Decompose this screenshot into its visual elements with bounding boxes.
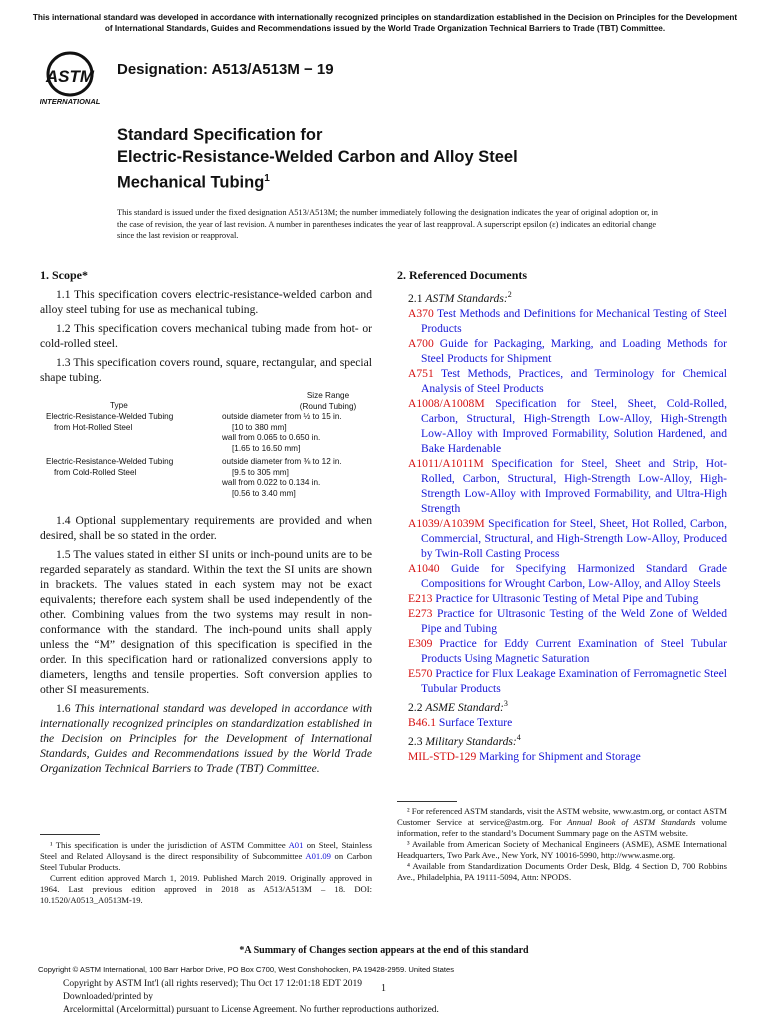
reference-code-link[interactable]: A1011/A1011M (408, 456, 484, 470)
scope-1-6 (40, 701, 372, 776)
scope-heading: 1. Scope* (40, 268, 88, 282)
scope-1-1: 1.1 This specification covers electric-resistance-welded carbon and alloy steel tubing for use as mechanical tubing. (40, 288, 372, 316)
table-head-type: Type (110, 401, 128, 410)
reference-title-link[interactable]: Practice for Flux Leakage Examination of Ferromagnetic Steel Tubular Products (421, 666, 727, 695)
reference-title-link[interactable]: Specification for Steel, Sheet, Hot Rolled, Carbon, Commercial, Structural, and High-Strength Low-Alloy, Produced by Twin-Roll Casting Process (421, 516, 727, 560)
table-row2-od-mm: [9.5 to 305 mm] (232, 467, 289, 477)
table-row2-od: outside diameter from ⅜ to 12 in. (222, 457, 342, 466)
reference-title-link[interactable]: Practice for Ultrasonic Testing of Metal Pipe and Tubing (432, 591, 699, 605)
astm-logo-icon (40, 50, 110, 108)
license-line-3: Arcelormittal (Arcelormittal) pursuant to License Agreement. No further reproductions authorized. (63, 1005, 439, 1015)
reference-code-link[interactable]: B46.1 (408, 715, 437, 729)
reference-title-link[interactable]: Marking for Shipment and Storage (476, 749, 641, 763)
title-line-1: Standard Specification for (117, 126, 323, 144)
table-row1-od-mm: [10 to 380 mm] (232, 422, 287, 432)
document-title (117, 125, 518, 194)
scope-1-2: 1.2 This specification covers mechanical tubing made from hot- or cold-rolled steel. (40, 322, 372, 350)
scope-1-3: 1.3 This specification covers round, square, rectangular, and special shape tubing. (40, 356, 372, 384)
reference-code-link[interactable]: A700 (408, 336, 434, 350)
footnote-1-edition: Current edition approved March 1, 2019. Published March 2019. Originally approved in 1964. Last previous edition approved in 2018 as A513/A513M – 18. DOI: 10.1520/A0513_A0513M-19. (40, 873, 372, 905)
reference-title-link[interactable]: Test Methods and Definitions for Mechanical Testing of Steel Products (421, 306, 727, 335)
reference-item (397, 396, 727, 456)
left-column (40, 268, 372, 776)
reference-code-link[interactable]: A751 (408, 366, 434, 380)
reference-item (397, 306, 727, 336)
table-row2-type: Electric-Resistance-Welded Tubing (46, 457, 174, 466)
reference-title-link[interactable]: Test Methods, Practices, and Terminology for Chemical Analysis of Steel Products (421, 366, 727, 395)
reference-item (397, 336, 727, 366)
reference-code-link[interactable]: E570 (408, 666, 433, 680)
reference-code-link[interactable]: A370 (408, 306, 434, 320)
logo-mark: ASTM (45, 67, 95, 86)
scope-1-6-text: This international standard was developed in accordance with internationally recognized principles on standardization established in the Decision on Principles for the Development of International Standards, Guides and Recommendations issued by the World Trade Organization Technical Barriers to Trade (TBT) Committee. (40, 702, 372, 775)
right-column (397, 268, 727, 764)
reference-code-link[interactable]: A1039/A1039M (408, 516, 485, 530)
designation: Designation: A513/A513M − 19 (117, 61, 334, 78)
reference-code-link[interactable]: E309 (408, 636, 433, 650)
military-standards-label: 2.3 Military Standards:$^4$ (408, 732, 521, 748)
reference-item (397, 636, 727, 666)
title-line-3: Mechanical Tubing (117, 173, 265, 192)
table-row1-wall-mm: [1.65 to 16.50 mm] (232, 443, 301, 453)
table-head-range: Size Range (306, 391, 350, 400)
reference-item (397, 366, 727, 396)
asme-standard-label: 2.2 ASME Standard:$^3$ (408, 698, 508, 714)
reference-item (397, 561, 727, 591)
subcommittee-a01-09-link[interactable]: A01.09 (305, 851, 331, 861)
scope-1-4: 1.4 Optional supplementary requirements are provided and when desired, shall be so stated in the order. (40, 514, 372, 542)
reference-code-link[interactable]: MIL-STD-129 (408, 749, 477, 763)
license-line-1: Copyright by ASTM Int'l (all rights reserved); Thu Oct 17 12:01:18 EDT 2019 (63, 979, 362, 989)
reference-title-link[interactable]: Guide for Specifying Harmonized Standard Grade Compositions for Wrought Carbon, Low-Alloy, and Alloy Steels (421, 561, 727, 590)
footnote-1: ¹ This specification is under the jurisdiction of ASTM Committee A01 on Steel, Stainless Steel and Related Alloysand is the direct responsibility of Subcommittee A01.09 on Carbon Steel Tubular Products. Current edition approved March 1, 2019. Published March 2019. Originally approved in 1964. Last previous edition approved in 2018 as A513/A513M – 18. DOI: 10.1520/A0513_A0513M-19. (40, 840, 372, 905)
reference-title-link[interactable]: Specification for Steel, Sheet, Cold-Rolled, Carbon, Structural, High-Strength Low-Alloy, High-Strength Low-Alloy with Improved Formability, Solution Hardened, and Bake Hardenable (421, 396, 727, 455)
table-row1-wall: wall from 0.065 to 0.650 in. (222, 433, 321, 442)
reference-title-link[interactable]: Guide for Packaging, Marking, and Loading Methods for Steel Products for Shipment (421, 336, 727, 365)
reference-item (397, 456, 727, 516)
footnotes-right (397, 806, 727, 883)
tbt-notice: This international standard was developed in accordance with internationally recognized principles on standardization established in the Decision on Principles for the Development of International Standards, Guides and Recommendations issued by the World Trade Organization Technical Barriers to Trade (TBT) Committee. (32, 13, 738, 33)
copyright-line: Copyright © ASTM International, 100 Barr Harbor Drive, PO Box C700, West Conshohocken, PA 19428-2959. United States (38, 965, 455, 974)
reference-code-link[interactable]: E273 (408, 606, 433, 620)
page-number: 1 (381, 983, 386, 994)
astm-reference-list (397, 306, 727, 696)
scope-1-6-num: 1.6 (56, 702, 75, 715)
reference-code-link[interactable]: A1040 (408, 561, 440, 575)
reference-title-link[interactable]: Practice for Eddy Current Examination of Steel Tubular Products Using Magnetic Saturation (421, 636, 727, 665)
reference-item (397, 715, 727, 730)
table-row1-type: Electric-Resistance-Welded Tubing (46, 412, 174, 421)
reference-item (397, 666, 727, 696)
size-range-table (40, 391, 372, 509)
summary-of-changes-note: *A Summary of Changes section appears at the end of this standard (239, 945, 529, 956)
table-row1-type-sub: from Hot-Rolled Steel (54, 422, 133, 432)
reference-item (397, 606, 727, 636)
reference-title-link[interactable]: Practice for Ultrasonic Testing of the Weld Zone of Welded Pipe and Tubing (421, 606, 727, 635)
license-line-2: Downloaded/printed by (63, 992, 153, 1002)
title-line-2: Electric-Resistance-Welded Carbon and Alloy Steel (117, 147, 518, 166)
footnote-3: ³ Available from American Society of Mechanical Engineers (ASME), ASME International Headquarters, Two Park Ave., New York, NY 10016-5990, http://www.asme.org. (397, 839, 727, 860)
astm-standards-label: 2.1 ASTM Standards:$^2$ (408, 290, 512, 305)
footnote-4: ⁴ Available from Standardization Documents Order Desk, Bldg. 4 Section D, 700 Robbins Ave., Philadelphia, PA 19111-5094, Attn: NPODS. (397, 861, 727, 882)
title-footnote-ref[interactable]: 1 (264, 173, 270, 184)
committee-a01-link[interactable]: A01 (288, 840, 304, 850)
preface-note: This standard is issued under the fixed designation A513/A513M; the number immediately following the designation indicates the year of original adoption or, in the case of revision, the year of last revision. A number in parentheses indicates the year of last reapproval. A superscript epsilon (ε) indicates an editorial change since the last revision or reapproval. (117, 208, 658, 240)
table-row1-od: outside diameter from ½ to 15 in. (222, 412, 342, 421)
table-row2-wall-mm: [0.56 to 3.40 mm] (232, 488, 296, 498)
reference-code-link[interactable]: E213 (408, 591, 433, 605)
reference-title-link[interactable]: Surface Texture (436, 715, 513, 729)
table-row2-wall: wall from 0.022 to 0.134 in. (222, 478, 321, 487)
refs-heading: 2. Referenced Documents (397, 268, 528, 282)
reference-title-link[interactable]: Specification for Steel, Sheet and Strip, Hot-Rolled, Carbon, Structural, High-Strength Low-Alloy, High-Strength Low-Alloy with Improved Formability, and Ultra-High Strength (421, 456, 727, 515)
table-row2-type-sub: from Cold-Rolled Steel (54, 467, 137, 477)
reference-code-link[interactable]: A1008/A1008M (408, 396, 485, 410)
logo-text: INTERNATIONAL (40, 97, 101, 106)
reference-item (397, 591, 727, 606)
reference-item (397, 516, 727, 561)
footnote-2: ² For referenced ASTM standards, visit the ASTM website, www.astm.org, or contact ASTM Customer Service at service@astm.org. For Annual Book of ASTM Standards volume information, refer to the standard’s Document Summary page on the ASTM website. (397, 806, 727, 838)
table-head-range-sub: (Round Tubing) (299, 401, 357, 411)
scope-1-5: 1.5 The values stated in either SI units or inch-pound units are to be regarded separately as standard. Within the text the SI units are shown in brackets. The values stated in each system may not be exact equivalents; therefore each system shall be used independently of the other. Combining values from the two systems may result in non-conformance with the standard. The inch-pound units shall apply unless the “M” designation of this specification is specified in the order. In this specification hard or rationalized conversions apply to diameters, lengths and tensile properties. Soft conversion applies to other SI measurements. (40, 548, 372, 696)
reference-item (397, 749, 727, 764)
astm-logo (40, 50, 110, 108)
